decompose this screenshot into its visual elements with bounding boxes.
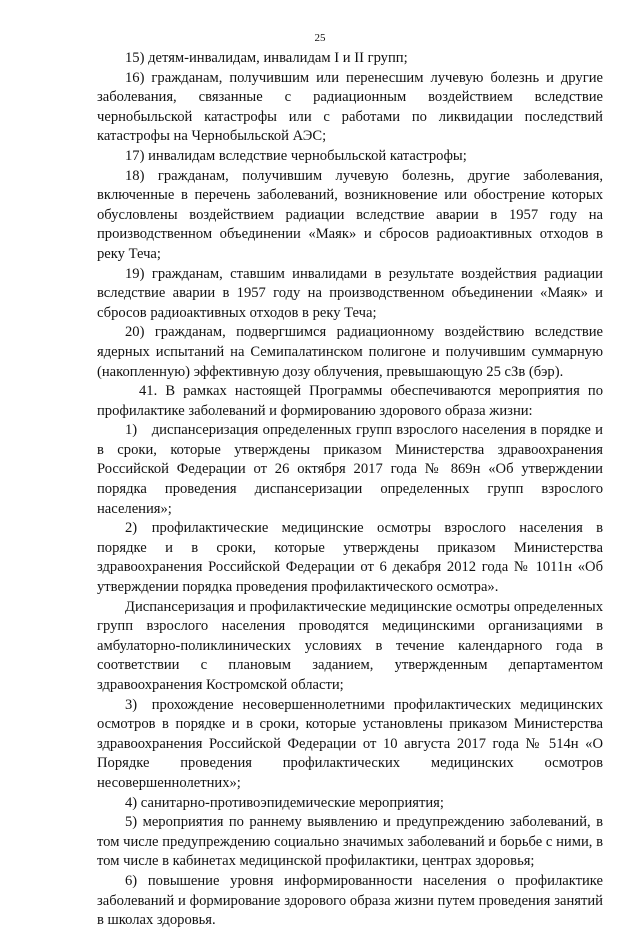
document-body xyxy=(97,49,603,931)
measure-item-5: 5) мероприятия по раннему выявлению и предупреждению заболеваний, в том числе предупреждению социально значимых заболеваний и борьбе с ними, в том числе в кабинетах медицинской профилактики, центрах здоровья; xyxy=(97,814,603,870)
measure-item-3: 3) прохождение несовершеннолетними профилактических медицинских осмотров в порядке и в сроки, которые установлены приказом Министерства здравоохранения Российской Федерации от 10 августа 2017 года № 514н «О Порядке проведения профилактических медицинских осмотров несовершеннолетних»; xyxy=(97,696,603,791)
list-item-18: 18) гражданам, получившим лучевую болезнь, другие заболевания, включенные в перечень заболеваний, возникновение или обострение которых обусловлены воздействием радиации вследствие аварии в 1957 году на производственном объединении «Маяк» и сбросов радиоактивных отходов в реку Теча; xyxy=(97,167,603,262)
list-item-20: 20) гражданам, подвергшимся радиационному воздействию вследствие ядерных испытаний на Семипалатинском полигоне и получившим суммарную (накопленную) эффективную дозу облучения, превышающую 25 сЗв (бэр). xyxy=(97,324,603,380)
measure-item-4: 4) санитарно-противоэпидемические мероприятия; xyxy=(125,794,444,811)
list-item-16: 16) гражданам, получившим или перенесшим лучевую болезнь и другие заболевания, связанные с радиационным воздействием вследствие чернобыльской катастрофы или с работами по ликвидации последствий катастрофы на Чернобыльской АЭС; xyxy=(97,69,603,145)
dispensary-paragraph: Диспансеризация и профилактические медицинские осмотры определенных групп взрослого населения проводятся медицинскими организациями в амбулаторно-поликлинических условиях в течение календарного года в соответствии с плановым заданием, утвержденным департаментом здравоохранения Костромской области; xyxy=(97,598,603,693)
measure-item-6: 6) повышение уровня информированности населения о профилактике заболеваний и формирование здорового образа жизни путем проведения занятий в школах здоровья. xyxy=(97,872,603,929)
list-item-19: 19) гражданам, ставшим инвалидами в результате воздействия радиации вследствие аварии в 1957 году на производственном объединении «Маяк» и сбросов радиоактивных отходов в реку Теча; xyxy=(97,265,603,321)
list-item-15: 15) детям-инвалидам, инвалидам I и II групп; xyxy=(125,50,408,66)
measure-item-1: 1) диспансеризация определенных групп взрослого населения в порядке и в сроки, которые утверждены приказом Министерства здравоохранения Российской Федерации от 26 октября 2017 года № 869н «Об утверждении порядка проведения диспансеризации определенных групп взрослого населения»; xyxy=(97,422,603,517)
page-number: 25 xyxy=(314,32,326,44)
list-item-17: 17) инвалидам вследствие чернобыльской катастрофы; xyxy=(125,147,467,164)
measure-item-2: 2) профилактические медицинские осмотры взрослого населения в порядке и в сроки, которые утверждены приказом Министерства здравоохранения Российской Федерации от 6 декабря 2012 года № 1011н «Об утверждении порядка проведения профилактического осмотра». xyxy=(97,520,603,596)
section-41-paragraph: 41. В рамках настоящей Программы обеспечиваются мероприятия по профилактике заболеваний и формированию здорового образа жизни: xyxy=(97,383,603,419)
